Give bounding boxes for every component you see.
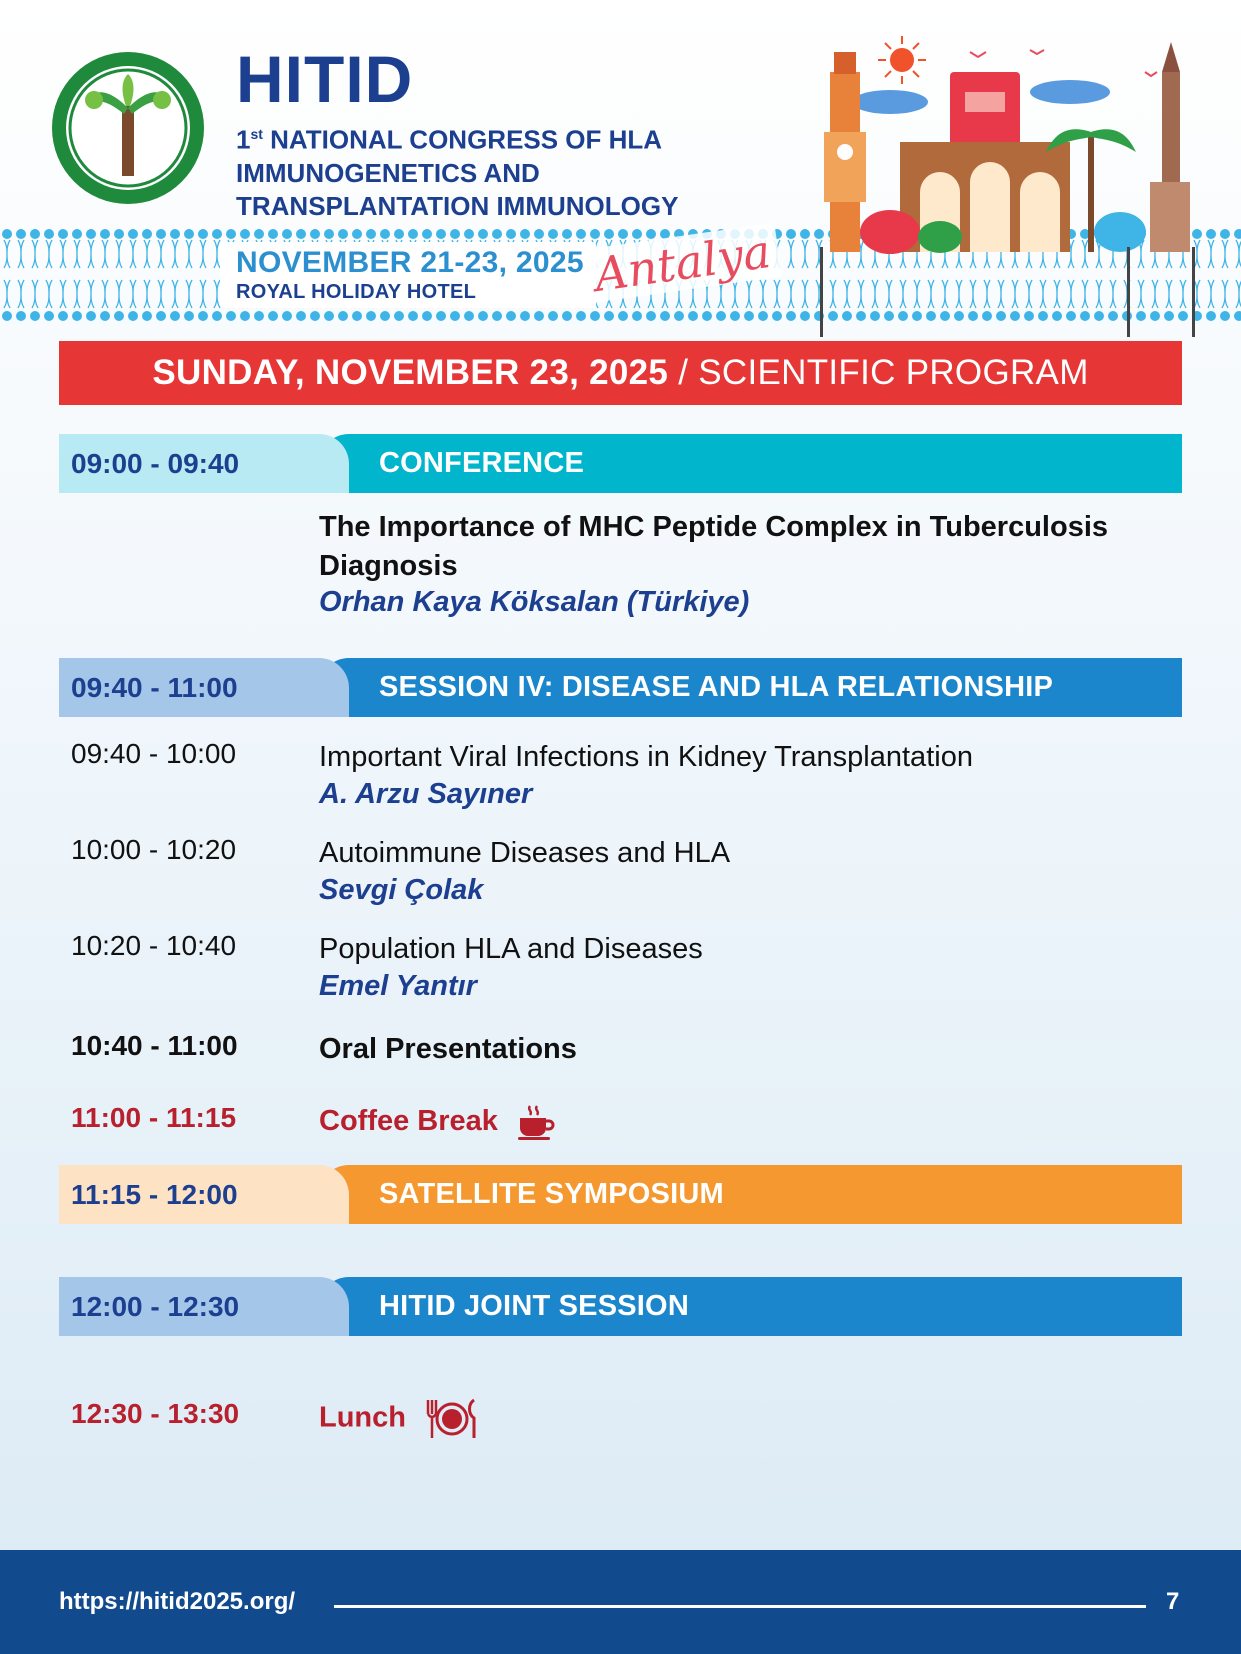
talk-speaker: Emel Yantır xyxy=(319,970,477,1002)
footer-divider xyxy=(334,1605,1146,1608)
coffee-cup-icon xyxy=(516,1102,556,1142)
lunch-time: 12:30 - 13:30 xyxy=(71,1398,240,1429)
congress-line-2: IMMUNOGENETICS AND xyxy=(236,157,540,188)
website-link[interactable]: https://hitid2025.org/ xyxy=(59,1588,296,1615)
talk-time: 10:20 - 10:40 xyxy=(71,930,237,961)
conference-time: 09:00 - 09:40 xyxy=(59,434,349,493)
day-banner xyxy=(59,341,1182,405)
congress-dates: NOVEMBER 21-23, 2025 xyxy=(236,246,584,279)
congress-line-3: TRANSPLANTATION IMMUNOLOGY xyxy=(236,190,679,221)
conference-speaker: Orhan Kaya Köksalan (Türkiye) xyxy=(319,586,750,618)
brand-title: HITID xyxy=(236,42,414,116)
talk-speaker: A. Arzu Sayıner xyxy=(319,778,533,810)
coffee-break-entry xyxy=(319,1102,1149,1142)
congress-ordinal-suffix: st xyxy=(250,126,263,142)
joint-session-time: 12:00 - 12:30 xyxy=(59,1277,349,1336)
day-date: SUNDAY, NOVEMBER 23, 2025 xyxy=(152,353,669,392)
talk-time: 10:00 - 10:20 xyxy=(71,834,237,865)
satellite-time: 11:15 - 12:00 xyxy=(59,1165,349,1224)
conference-title: CONFERENCE xyxy=(319,434,1182,493)
program-label: SCIENTIFIC PROGRAM xyxy=(698,353,1089,392)
session-iv-time: 09:40 - 11:00 xyxy=(59,658,349,717)
talk-speaker: Sevgi Çolak xyxy=(319,874,484,906)
talk-title: Population HLA and Diseases xyxy=(319,933,703,965)
city-script: Antalya xyxy=(583,223,782,303)
conference-talk-title: The Importance of MHC Peptide Complex in Tuberculosis Diagnosis xyxy=(319,511,1109,582)
banner-separator: / xyxy=(678,353,689,392)
society-logo xyxy=(48,48,208,208)
satellite-title: SATELLITE SYMPOSIUM xyxy=(319,1165,1182,1224)
page-number: 7 xyxy=(1166,1588,1180,1615)
antalya-skyline-illustration xyxy=(820,32,1205,337)
session-iv-title: SESSION IV: DISEASE AND HLA RELATIONSHIP xyxy=(319,658,1182,717)
joint-session-bar xyxy=(59,1277,1182,1336)
oral-presentations-title: Oral Presentations xyxy=(319,1033,577,1065)
page-footer xyxy=(0,1550,1241,1654)
session-iv-bar xyxy=(59,658,1182,717)
coffee-break-label: Coffee Break xyxy=(319,1105,498,1137)
lunch-entry xyxy=(319,1398,1149,1440)
congress-name xyxy=(236,118,796,223)
talk-title: Important Viral Infections in Kidney Transplantation xyxy=(319,741,973,773)
conference-bar xyxy=(59,434,1182,493)
lunch-label: Lunch xyxy=(319,1401,406,1434)
coffee-break-time: 11:00 - 11:15 xyxy=(71,1102,237,1133)
satellite-symposium-bar xyxy=(59,1165,1182,1224)
congress-line-1: NATIONAL CONGRESS OF HLA xyxy=(262,124,663,155)
joint-session-title: HITID JOINT SESSION xyxy=(319,1277,1182,1336)
oral-presentations-time: 10:40 - 11:00 xyxy=(71,1030,238,1061)
talk-title: Autoimmune Diseases and HLA xyxy=(319,837,731,869)
congress-venue: ROYAL HOLIDAY HOTEL xyxy=(236,281,477,303)
talk-time: 09:40 - 10:00 xyxy=(71,738,237,769)
date-venue-box xyxy=(220,242,596,308)
congress-ordinal: 1 xyxy=(236,124,251,155)
plate-cutlery-icon xyxy=(424,1398,480,1440)
